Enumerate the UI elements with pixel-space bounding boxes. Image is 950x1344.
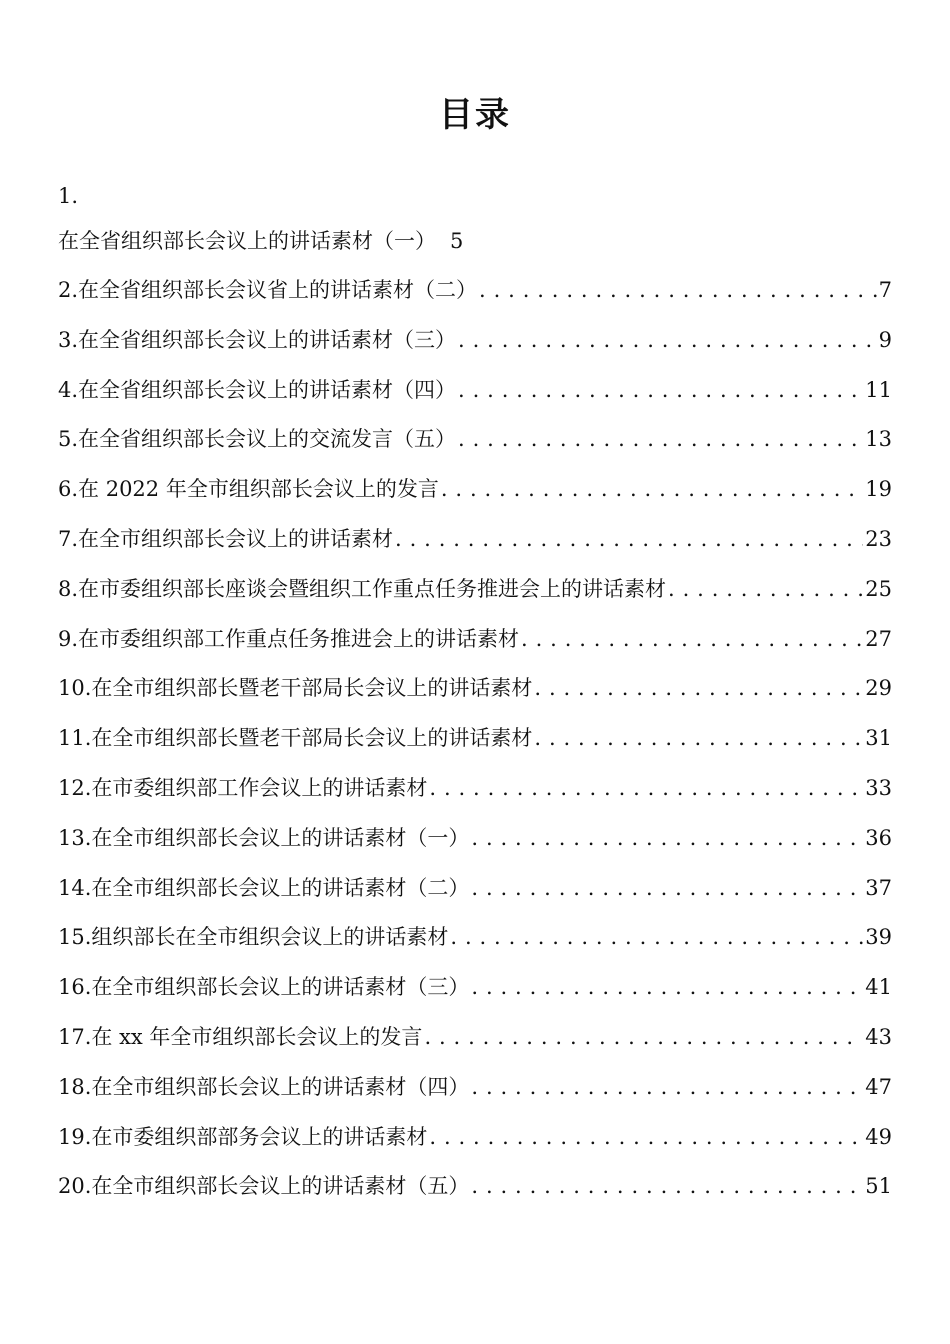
toc-entry-1-number: 1.: [58, 184, 79, 208]
toc-entry-title: 9.在市委组织部工作重点任务推进会上的讲话素材: [58, 626, 520, 651]
toc-entry-title: 在全省组织部长会议上的讲话素材（一）: [58, 229, 436, 253]
toc-leader-dots: [450, 913, 863, 963]
toc-entry-page: 11: [865, 377, 892, 402]
toc-entry[interactable]: [58, 615, 892, 665]
toc-entry-title: 16.在全市组织部长会议上的讲话素材（三）: [58, 975, 470, 1000]
toc-entry[interactable]: [58, 1013, 892, 1063]
toc-entry-title: 18.在全市组织部长会议上的讲话素材（四）: [58, 1074, 470, 1099]
toc-leader-dots: [534, 714, 863, 764]
toc-entry-title: 7.在全市组织部长会议上的讲话素材: [58, 526, 394, 551]
toc-entry-page: 9: [878, 327, 892, 352]
toc-entry-title: 12.在市委组织部工作会议上的讲话素材: [58, 775, 428, 800]
toc-entry[interactable]: [58, 913, 892, 963]
toc-entry-title: 4.在全省组织部长会议上的讲话素材（四）: [58, 377, 457, 402]
toc-entry-page: 33: [865, 775, 892, 800]
toc-entry[interactable]: [58, 515, 892, 565]
toc-leader-dots: [471, 1063, 863, 1113]
toc-entry-page: 41: [865, 975, 892, 1000]
toc-leader-dots: [534, 664, 863, 714]
toc-entry[interactable]: [58, 864, 892, 914]
toc-entry[interactable]: [58, 963, 892, 1013]
toc-entry[interactable]: [58, 465, 892, 515]
table-of-contents: [58, 176, 892, 1212]
toc-entry-page: 39: [865, 925, 892, 950]
toc-entry-title: 11.在全市组织部长暨老干部局长会议上的讲话素材: [58, 726, 533, 751]
toc-entry[interactable]: [58, 1063, 892, 1113]
toc-entry-page: 23: [865, 526, 892, 551]
toc-entry[interactable]: [58, 316, 892, 366]
toc-leader-dots: [471, 963, 863, 1013]
toc-entry-title: 17.在 xx 年全市组织部长会议上的发言: [58, 1024, 423, 1049]
toc-entry[interactable]: [58, 764, 892, 814]
toc-entry-page: 25: [865, 576, 892, 601]
toc-leader-dots: [429, 1113, 863, 1163]
toc-entry-title: 14.在全市组织部长会议上的讲话素材（二）: [58, 875, 470, 900]
toc-leader-dots: [395, 515, 863, 565]
toc-entry-title: 10.在全市组织部长暨老干部局长会议上的讲话素材: [58, 676, 533, 701]
toc-entry[interactable]: [58, 664, 892, 714]
toc-entry-title: 8.在市委组织部长座谈会暨组织工作重点任务推进会上的讲话素材: [58, 576, 667, 601]
toc-entry-page: 51: [865, 1174, 892, 1199]
toc-leader-dots: [429, 764, 863, 814]
toc-entry-title: 20.在全市组织部长会议上的讲话素材（五）: [58, 1174, 470, 1199]
toc-entry[interactable]: [58, 415, 892, 465]
toc-entry-page: 19: [865, 477, 892, 502]
toc-leader-dots: [521, 615, 863, 665]
toc-entry[interactable]: [58, 266, 892, 316]
toc-leader-dots: [424, 1013, 863, 1063]
toc-leader-dots: [471, 864, 863, 914]
toc-entry-page: 37: [865, 875, 892, 900]
toc-entry-title: 2.在全省组织部长会议省上的讲话素材（二）: [58, 278, 478, 302]
toc-leader-dots: [471, 814, 863, 864]
toc-leader-dots: [458, 366, 863, 416]
toc-entry-title: 3.在全省组织部长会议上的讲话素材（三）: [58, 327, 457, 352]
toc-entry-page: 47: [865, 1074, 892, 1099]
toc-entry-1[interactable]: [58, 216, 892, 266]
toc-entry[interactable]: [58, 565, 892, 615]
toc-entry-title: 6.在 2022 年全市组织部长会议上的发言: [58, 477, 439, 502]
toc-entry-page: 31: [865, 726, 892, 751]
toc-entry[interactable]: [58, 714, 892, 764]
page-title: 目录: [439, 95, 511, 135]
toc-leader-dots: [458, 415, 863, 465]
toc-entry-title: 19.在市委组织部部务会议上的讲话素材: [58, 1124, 428, 1149]
toc-entry-page: 36: [865, 825, 892, 850]
toc-entry-page: 43: [865, 1024, 892, 1049]
toc-entry-page: 13: [865, 427, 892, 452]
toc-entry[interactable]: [58, 814, 892, 864]
toc-entry[interactable]: [58, 366, 892, 416]
toc-leader-dots: [479, 266, 877, 316]
toc-entry-title: 15.组织部长在全市组织会议上的讲话素材: [58, 925, 449, 950]
toc-leader-dots: [668, 565, 863, 615]
toc-entry[interactable]: [58, 1113, 892, 1163]
toc-entry-page: 5: [450, 229, 464, 253]
toc-entry[interactable]: [58, 1162, 892, 1212]
toc-leader-dots: [471, 1162, 863, 1212]
toc-entry-title: 13.在全市组织部长会议上的讲话素材（一）: [58, 825, 470, 850]
toc-leader-dots: [441, 465, 863, 515]
toc-entry-page: 49: [865, 1124, 892, 1149]
toc-entry-page: 27: [865, 626, 892, 651]
toc-leader-dots: [458, 316, 877, 366]
toc-entry-page: 7: [878, 278, 892, 302]
toc-entry-title: 5.在全省组织部长会议上的交流发言（五）: [58, 427, 457, 452]
toc-entry-page: 29: [865, 676, 892, 701]
